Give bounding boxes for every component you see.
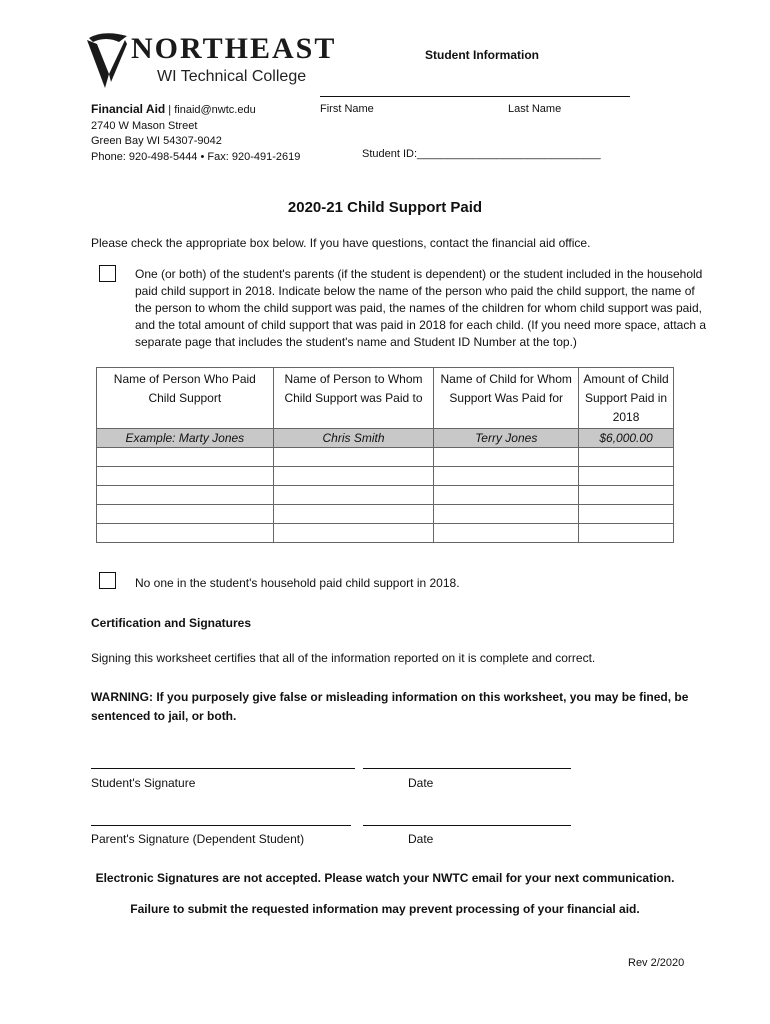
table-cell[interactable] (434, 467, 579, 486)
table-header-row (97, 368, 674, 429)
office-phone: Phone: 920-498-5444 • Fax: 920-491-2619 (91, 150, 301, 163)
table-cell[interactable] (579, 448, 674, 467)
parent-date-label: Date (408, 832, 434, 846)
student-date-label: Date (408, 776, 434, 790)
col-header-child: Name of Child for Whom Support Was Paid for (434, 368, 579, 429)
table-cell[interactable] (579, 505, 674, 524)
table-example-row (97, 429, 674, 448)
student-signature-line[interactable] (91, 768, 355, 769)
table-cell[interactable] (579, 486, 674, 505)
example-amount: $6,000.00 (579, 429, 674, 448)
table-cell[interactable] (97, 486, 274, 505)
example-payer: Example: Marty Jones (97, 429, 274, 448)
example-child: Terry Jones (434, 429, 579, 448)
warning-line: WARNING: If you purposely give false or misleading information on this worksheet, you may be fined, be (91, 690, 689, 704)
table-cell[interactable] (434, 448, 579, 467)
option1-line: One (or both) of the student's parents (if the student is dependent) or the student included in the household (135, 267, 703, 281)
table-row (97, 448, 674, 467)
table-row (97, 524, 674, 543)
option1-line: and the total amount of child support that was paid in 2018 for each child. (If you need more space, attach a (135, 318, 707, 332)
table-cell[interactable] (273, 467, 434, 486)
college-logo (85, 30, 337, 92)
table-cell[interactable] (579, 467, 674, 486)
student-signature-label: Student's Signature (91, 776, 196, 790)
table-cell[interactable] (97, 448, 274, 467)
option1-line: the person to whom the child support was paid, the names of the children for whom child support was paid, (135, 301, 702, 315)
instructions: Please check the appropriate box below. If you have questions, contact the financial aid office. (91, 236, 591, 250)
table-cell[interactable] (434, 505, 579, 524)
student-date-line[interactable] (363, 768, 571, 769)
office-email: | finaid@nwtc.edu (168, 104, 256, 116)
warning-text (91, 688, 688, 726)
last-name-label: Last Name (508, 103, 562, 115)
electronic-signature-notice: Electronic Signatures are not accepted. Please watch your NWTC email for your next communication. (95, 871, 675, 885)
warning-line: sentenced to jail, or both. (91, 709, 237, 723)
table-cell[interactable] (97, 467, 274, 486)
table-cell[interactable] (97, 505, 274, 524)
table-row (97, 486, 674, 505)
first-name-label: First Name (320, 103, 374, 115)
name-line[interactable] (320, 96, 630, 97)
certification-heading: Certification and Signatures (91, 616, 252, 630)
option1-line: separate page that includes the student's name and Student ID Number at the top.) (135, 335, 577, 349)
office-street: 2740 W Mason Street (91, 119, 198, 132)
example-payee: Chris Smith (273, 429, 434, 448)
logo-subtitle: WI Technical College (157, 68, 307, 85)
table-row (97, 467, 674, 486)
table-cell[interactable] (97, 524, 274, 543)
table-cell[interactable] (579, 524, 674, 543)
table-cell[interactable] (273, 524, 434, 543)
office-dept: Financial Aid (91, 102, 166, 116)
col-header-amount: Amount of Child Support Paid in 2018 (579, 368, 674, 429)
option1-text (135, 266, 706, 351)
revision-label: Rev 2/2020 (628, 957, 685, 969)
child-support-table (96, 367, 674, 543)
student-id-field[interactable]: Student ID:______________________________ (362, 148, 601, 160)
option1-line: paid child support in 2018. Indicate below the name of the person who paid the child support, the name of (135, 284, 695, 298)
option2-text: No one in the student's household paid child support in 2018. (135, 576, 460, 590)
table-cell[interactable] (273, 448, 434, 467)
certification-statement: Signing this worksheet certifies that all of the information reported on it is complete and correct. (91, 651, 596, 665)
processing-notice: Failure to submit the requested information may prevent processing of your financial aid. (130, 902, 640, 916)
col-header-payee: Name of Person to Whom Child Support was Paid to (273, 368, 434, 429)
table-row (97, 505, 674, 524)
table-cell[interactable] (273, 486, 434, 505)
option1-checkbox[interactable] (99, 265, 116, 282)
table-cell[interactable] (434, 486, 579, 505)
option2-checkbox[interactable] (99, 572, 116, 589)
table-cell[interactable] (273, 505, 434, 524)
logo-mark-icon (85, 30, 129, 90)
office-city: Green Bay WI 54307-9042 (91, 135, 222, 147)
office-address (91, 102, 300, 165)
parent-signature-label: Parent's Signature (Dependent Student) (91, 832, 305, 846)
logo-name: NORTHEAST (131, 32, 337, 65)
student-info-heading: Student Information (425, 48, 539, 62)
parent-date-line[interactable] (363, 825, 571, 826)
page-title: 2020-21 Child Support Paid (287, 199, 483, 216)
col-header-payer: Name of Person Who Paid Child Support (97, 368, 274, 429)
parent-signature-line[interactable] (91, 825, 351, 826)
table-cell[interactable] (434, 524, 579, 543)
